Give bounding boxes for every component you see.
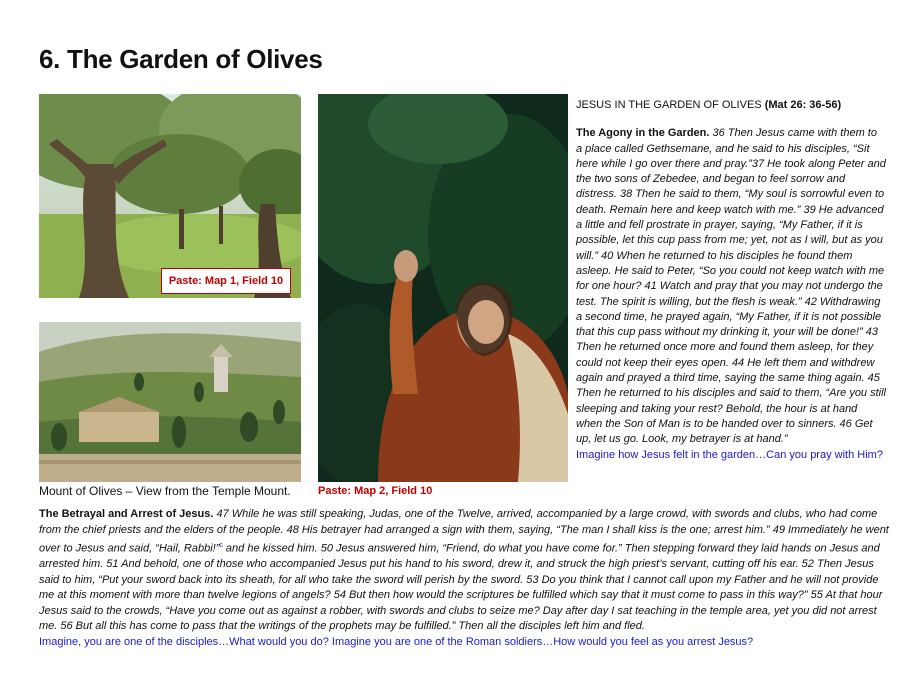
section-heading (576, 98, 886, 113)
betrayal-prompt: Imagine, you are one of the disciples…What would you do? Imagine you are one of the Roman soldiers…How would you feel as you arrest Jesus? (39, 635, 754, 648)
mount-of-olives-caption: Mount of Olives – View from the Temple Mount. (39, 484, 291, 498)
betrayal-text-2: and he kissed him. 50 Jesus answered him, “Friend, do what you have come for.” Then stepping forward they laid hands on Jesus and arrested him. 51 And behold, one of those who accompanied Jesus put his hand to his sword, drew it, and struck the high priest’s servant, cutting off his ear. 52 Then Jesus said to him, “Put your sword back into its sheath, for all who take the sword will perish by the sword. 53 Do you think that I cannot call upon my Father and he will not provide me at this moment with more than twelve legions of angels? 54 But then how would the scriptures be fulfilled which say that it must come to pass in this way?” 55 At that hour Jesus said to the crowds, “Have you come out as against a robber, with swords and clubs to seize me? Day after day I sat teaching in the temple area, yet you did not arrest me. 56 But all this has come to pass that the writings of the prophets may be fulfilled.” Then all the disciples left him and fled. (39, 542, 883, 633)
betrayal-title: The Betrayal and Arrest of Jesus. (39, 508, 214, 520)
agony-title: The Agony in the Garden. (576, 127, 710, 140)
betrayal-paragraph (39, 507, 889, 635)
betrayal-section (39, 507, 889, 650)
betrayal-prompt-paragraph (39, 635, 889, 651)
mount-of-olives-photo (39, 322, 301, 482)
agony-paragraph (576, 126, 886, 447)
scripture-reference: (Mat 26: 36-56) (764, 99, 842, 111)
betrayal-text-1: 47 While he was still speaking, Judas, one of the Twelve, arrived, accompanied by a large crowd, with swords and clubs, who had come from the chief priests and the elders of the people. 48 His betrayer had arranged a sign with them, saying, “The man I shall kiss is the one; arrest him.” 49 Immediately he went over to Jesus and said, “Hail, Rabbi!” (39, 508, 889, 555)
agony-text: 36 Then Jesus came with them to a place called Gethsemane, and he said to his disciples, “Sit here while I go over there and pray.”37 He took along Peter and the two sons of Zebedee, and began to feel sorrow and distress. 38 Then he said to them, “My soul is sorrowful even to death. Remain here and keep watch with me.” 39 He advanced a little and fell prostrate in prayer, saying, “My Father, if it is possible, let this cup pass from me; yet, not as I will, but as you will.” 40 When he returned to his disciples he found them asleep. He said to Peter, “So you could not keep watch with me for one hour? 41 Watch and pray that you may not undergo the test. The spirit is willing, but the flesh is weak.” 42 Withdrawing a second time, he prayed again, “My Father, if it is not possible that this cup pass without my drinking it, your will be done!” 43 Then he returned once more and found them asleep, for they could not keep their eyes open. 44 He left them and withdrew again and prayed a third time, saying the same thing again. 45 Then he returned to his disciples and said to them, “Are you still sleeping and taking your rest? Behold, the hour is at hand when the Son of Man is to be handed over to sinners. 46 Get up, let us go. Look, my betrayer is at hand.” (576, 127, 886, 446)
agony-section (576, 98, 886, 463)
paste-map1-label: Paste: Map 1, Field 10 (161, 268, 291, 294)
paste-map2-label: Paste: Map 2, Field 10 (318, 485, 433, 497)
page-title: 6. The Garden of Olives (39, 44, 323, 74)
jesus-praying-photo (318, 94, 568, 482)
agony-prompt: Imagine how Jesus felt in the garden…Can you pray with Him? (576, 448, 883, 461)
section-heading-title: JESUS IN THE GARDEN OF OLIVES (576, 99, 762, 111)
footnote-link[interactable]: c (219, 542, 223, 549)
agony-prompt-paragraph (576, 448, 886, 463)
